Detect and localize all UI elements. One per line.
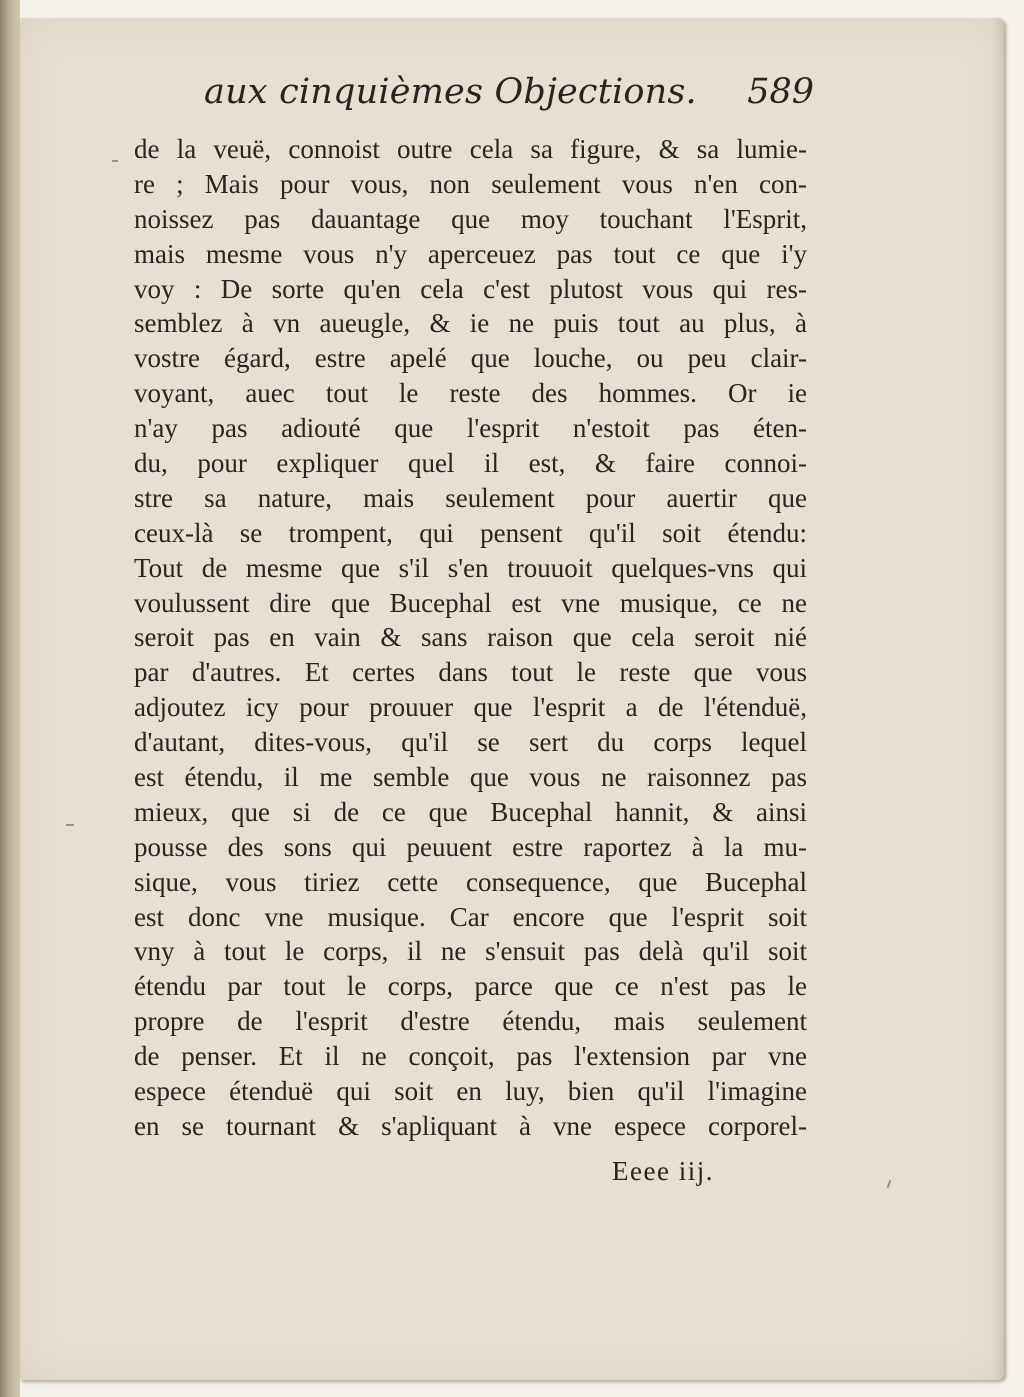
text-line: seroit pas en vain & sans raison que cela seroit nié — [134, 622, 807, 653]
book-page — [20, 18, 1004, 1380]
text-line: est donc vne musique. Car encore que l'esprit soit — [134, 901, 807, 932]
text-line: mieux, que si de ce que Bucephal hannit, & ainsi — [134, 796, 807, 827]
text-line: noissez pas dauantage que moy touchant l'Esprit, — [134, 203, 807, 234]
text-line: n'ay pas adiouté que l'esprit n'estoit pas éten- — [134, 413, 807, 444]
text-line: voulussent dire que Bucephal est vne musique, ce ne — [134, 587, 807, 618]
text-line: sique, vous tiriez cette consequence, que Bucephal — [134, 866, 807, 897]
text-line: d'autant, dites-vous, qu'il se sert du corps lequel — [134, 727, 807, 758]
text-line: du, pour expliquer quel il est, & faire connoi- — [134, 448, 807, 479]
signature-mark: Eeee iij. — [612, 1156, 714, 1186]
text-line: vny à tout le corps, il ne s'ensuit pas delà qu'il soit — [134, 936, 807, 967]
text-line: de la veuë, connoist outre cela sa figure, & sa lumie- — [134, 134, 807, 164]
running-head — [204, 72, 814, 128]
text-line: par d'autres. Et certes dans tout le reste que vous — [134, 657, 807, 688]
text-line: propre de l'esprit d'estre étendu, mais seulement — [134, 1006, 807, 1037]
margin-mark — [887, 1180, 892, 1188]
margin-mark — [66, 824, 74, 826]
running-title: aux cinquièmes Objections. — [204, 72, 697, 112]
text-line: espece étenduë qui soit en luy, bien qu'il l'imagine — [134, 1076, 807, 1107]
text-line: mais mesme vous n'y aperceuez pas tout ce que i'y — [134, 238, 807, 269]
text-line: adjoutez icy pour prouuer que l'esprit a de l'étenduë, — [134, 692, 807, 723]
body-text — [134, 132, 807, 1144]
text-line: pousse des sons qui peuuent estre raportez à la mu- — [134, 831, 807, 862]
text-line: ceux-là se trompent, qui pensent qu'il soit étendu: — [134, 517, 807, 548]
text-line: en se tournant & s'apliquant à vne espece corporel- — [134, 1110, 807, 1141]
text-line: vostre égard, estre apelé que louche, ou peu clair- — [134, 343, 807, 374]
text-line: re ; Mais pour vous, non seulement vous n'en con- — [134, 168, 807, 199]
text-line: est étendu, il me semble que vous ne raisonnez pas — [134, 762, 807, 793]
margin-mark — [112, 160, 118, 162]
page-number: 589 — [747, 72, 814, 112]
text-line: semblez à vn aueugle, & ie ne puis tout au plus, à — [134, 308, 807, 339]
text-line: étendu par tout le corps, parce que ce n'est pas le — [134, 971, 807, 1002]
text-line: voyant, auec tout le reste des hommes. Or ie — [134, 378, 807, 409]
text-line: de penser. Et il ne conçoit, pas l'extension par vne — [134, 1041, 807, 1072]
text-line: Tout de mesme que s'il s'en trouuoit quelques-vns qui — [134, 552, 807, 583]
book-spine-edge — [0, 0, 20, 1397]
text-line: voy : De sorte qu'en cela c'est plutost vous qui res- — [134, 273, 807, 304]
page-edge-shadow — [992, 18, 1004, 1380]
text-line: stre sa nature, mais seulement pour auertir que — [134, 482, 807, 513]
